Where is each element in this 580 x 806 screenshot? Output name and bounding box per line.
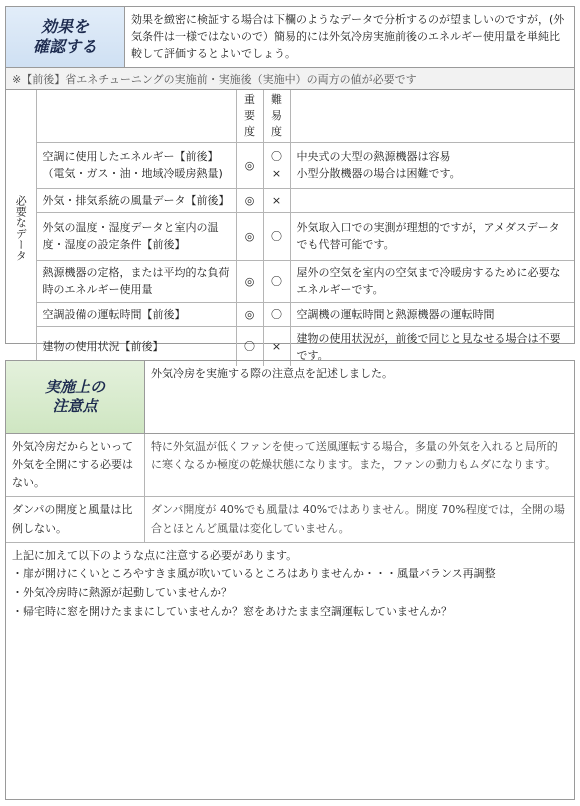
precautions-badge: [6, 361, 145, 433]
list-item: ・扉が開けにくいところやすきま風が吹いているところはありませんか・・・風量バランス再調整: [12, 567, 496, 581]
effect-check-header: [6, 7, 574, 68]
list-item: ・外気冷房時に熱源が起動していませんか？: [12, 586, 232, 600]
badge-line-2: 確認する: [32, 37, 97, 56]
difficulty-mark: 〇: [263, 302, 290, 326]
importance-mark: ◎: [236, 212, 263, 260]
difficulty-mark: 〇: [263, 260, 290, 302]
table-row: [6, 497, 574, 542]
effect-check-intro: 効果を緻密に検証する場合は下欄のようなデータで分析するのが望ましいのですが，(外気条件は一様ではないので）簡易的には外気冷房実施前後のエネルギー使用量を単純比較して評価するとよいでしょう。: [131, 13, 565, 61]
remark: 建物の使用状況が，前後で同じと見なせる場合は不要です。: [290, 326, 574, 366]
precaution-label: ダンパの開度と風量は比例しない。: [6, 497, 145, 542]
remark: 中央式の大型の熱源機器は容易 小型分散機器の場合は困難です。: [290, 142, 574, 188]
list-item: ・帰宅時に窓を開けたままにしていませんか？窓をあけたまま空調運転していませんか？: [12, 604, 452, 618]
remark: [290, 188, 574, 212]
difficulty-mark: 〇 ×: [263, 142, 290, 188]
table-row: [6, 142, 574, 188]
difficulty-mark: ×: [263, 188, 290, 212]
precautions-section: [5, 360, 575, 800]
precautions-table: [6, 434, 574, 543]
difficulty-mark: 〇: [263, 212, 290, 260]
precaution-description: ダンパ開度が 40%でも風量は 40%ではありません。開度 70%程度では，全開の場合とほとんど風量は変化していません。: [145, 497, 575, 542]
importance-mark: ◎: [236, 142, 263, 188]
badge-line-1: 効果を: [40, 17, 89, 36]
difficulty-header: 難 易 度: [263, 90, 290, 142]
table-header-row: [6, 90, 574, 142]
data-item: 熱源機器の定格，または平均的な負荷時のエネルギー使用量: [36, 260, 236, 302]
table-row: [6, 302, 574, 326]
data-item: 空調設備の運転時間【前後】: [36, 302, 236, 326]
effect-check-badge: [6, 7, 125, 67]
table-row: [6, 188, 574, 212]
table-row: [6, 212, 574, 260]
required-data-table: [6, 90, 574, 366]
remark: 屋外の空気を室内の空気まで冷暖房するために必要なエネルギーです。: [290, 260, 574, 302]
header-item-cell: [36, 90, 236, 142]
badge-line-1: 実施上の: [44, 378, 105, 397]
before-after-note: ※【前後】省エネチューニングの実施前・実施後（実施中）の両方の値が必要です: [6, 68, 574, 90]
difficulty-mark: ×: [263, 326, 290, 366]
importance-mark: ◎: [236, 260, 263, 302]
data-item: 外気の温度・湿度データと室内の温度・湿度の設定条件【前後】: [36, 212, 236, 260]
additional-notes-title: 上記に加えて以下のような点に注意する必要があります。: [12, 548, 298, 562]
precautions-intro: 外気冷房を実施する際の注意点を記述しました。: [151, 367, 393, 380]
precaution-description: 特に外気温が低くファンを使って送風運転する場合，多量の外気を入れると局所的に寒くなるか極度の乾燥状態になります。また，ファンの動力もムダになります。: [145, 434, 575, 497]
data-item: 建物の使用状況【前後】: [36, 326, 236, 366]
required-data-label: 必要なデータ: [6, 90, 36, 366]
remark: 外気取入口での実測が理想的ですが，アメダスデータでも代替可能です。: [290, 212, 574, 260]
data-item: 空調に使用したエネルギー【前後】（電気・ガス・油・地域冷暖房熱量): [36, 142, 236, 188]
additional-notes: [6, 543, 574, 626]
effect-check-section: [5, 6, 575, 362]
importance-mark: ◎: [236, 188, 263, 212]
importance-header: 重 要 度: [236, 90, 263, 142]
remark: 空調機の運転時間と熱源機器の運転時間: [290, 302, 574, 326]
table-row: [6, 260, 574, 302]
importance-mark: ◎: [236, 302, 263, 326]
precautions-header: [6, 361, 574, 434]
precaution-label: 外気冷房だからといって外気を全開にする必要はない。: [6, 434, 145, 497]
table-row: [6, 434, 574, 497]
badge-line-2: 注意点: [52, 397, 98, 415]
importance-mark: 〇: [236, 326, 263, 366]
header-remark-cell: [290, 90, 574, 142]
data-item: 外気・排気系統の風量データ【前後】: [36, 188, 236, 212]
